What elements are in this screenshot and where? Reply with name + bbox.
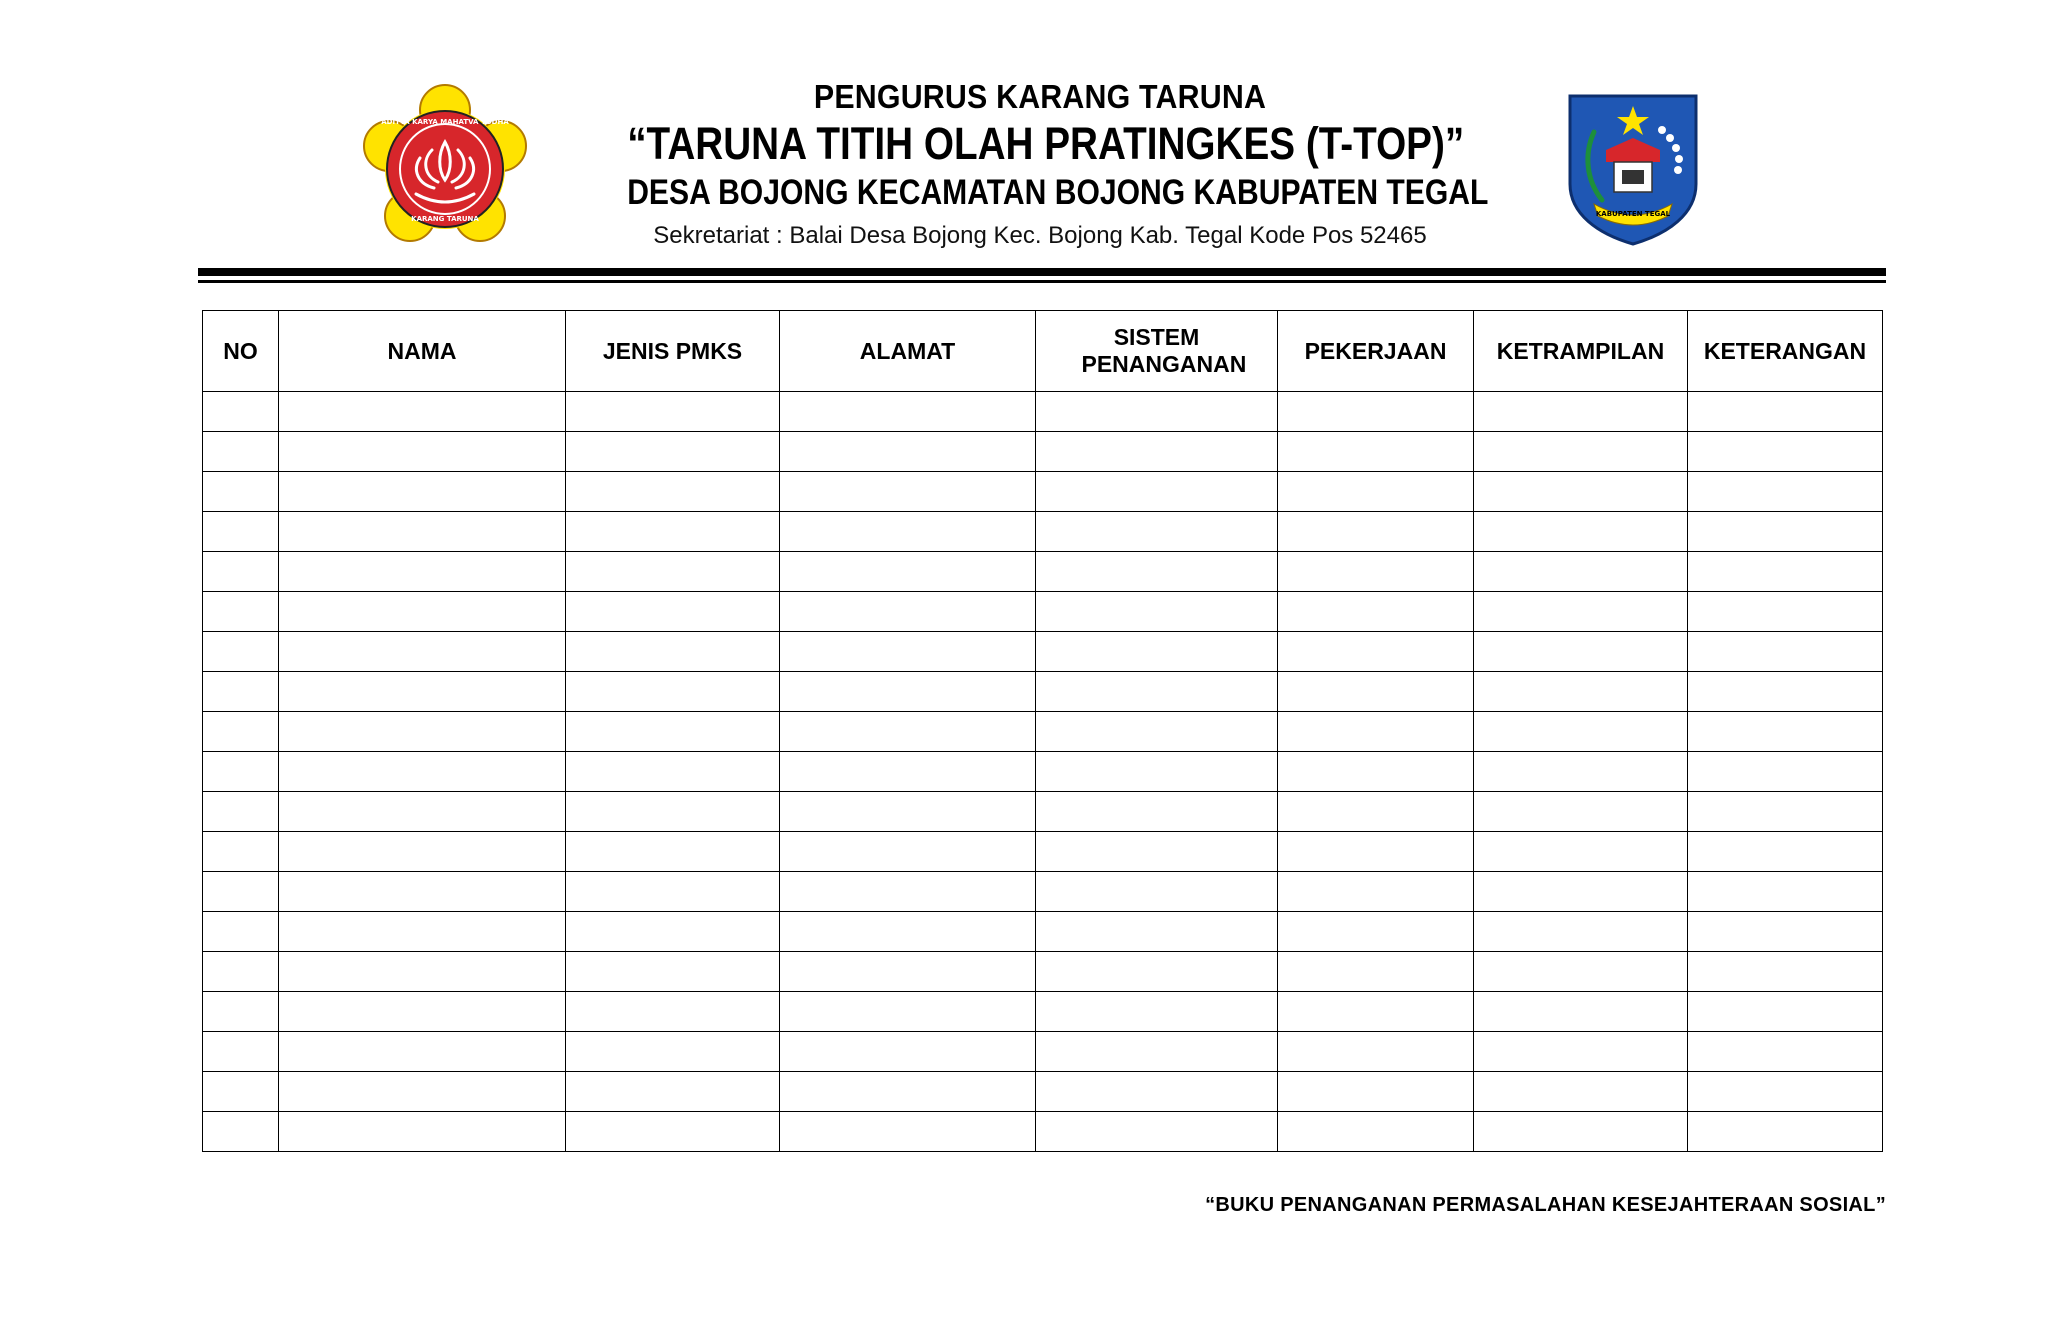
table-cell: [1474, 872, 1688, 912]
svg-text:KARANG TARUNA: KARANG TARUNA: [411, 215, 479, 223]
table-cell: [1036, 632, 1278, 672]
table-cell: [1688, 752, 1883, 792]
column-header-no: NO: [203, 311, 279, 392]
table-row: [203, 592, 1883, 632]
table-cell: [279, 1032, 566, 1072]
table-cell: [279, 552, 566, 592]
table-cell: [566, 672, 780, 712]
table-cell: [1474, 952, 1688, 992]
table-cell: [780, 832, 1036, 872]
table-cell: [203, 832, 279, 872]
table-cell: [1036, 392, 1278, 432]
table-row: [203, 392, 1883, 432]
footer-note: “BUKU PENANGANAN PERMASALAHAN KESEJAHTERAAN SOSIAL”: [1205, 1194, 1886, 1216]
table-cell: [780, 632, 1036, 672]
table-cell: [279, 632, 566, 672]
table-cell: [566, 392, 780, 432]
column-header-nama: NAMA: [279, 311, 566, 392]
table-row: [203, 872, 1883, 912]
table-cell: [279, 792, 566, 832]
table-cell: [1278, 432, 1474, 472]
table-cell: [566, 752, 780, 792]
table-cell: [1278, 712, 1474, 752]
table-cell: [1688, 432, 1883, 472]
table-cell: [1474, 392, 1688, 432]
table-cell: [566, 472, 780, 512]
table-cell: [279, 712, 566, 752]
table-cell: [1036, 952, 1278, 992]
table-cell: [203, 552, 279, 592]
pmks-table: [202, 310, 1883, 1152]
table-cell: [203, 392, 279, 432]
table-cell: [203, 952, 279, 992]
table-cell: [1688, 472, 1883, 512]
table-cell: [566, 552, 780, 592]
table-cell: [1474, 792, 1688, 832]
table-cell: [1688, 672, 1883, 712]
table-cell: [566, 632, 780, 672]
table-cell: [1278, 392, 1474, 432]
table-cell: [279, 432, 566, 472]
table-cell: [1278, 552, 1474, 592]
table-cell: [1474, 672, 1688, 712]
header-rule-thin: [198, 280, 1886, 283]
table-cell: [1474, 512, 1688, 552]
kabupaten-tegal-crest-icon: [1566, 92, 1700, 246]
table-body: [203, 392, 1883, 1152]
table-cell: [1688, 1112, 1883, 1152]
org-address: Sekretariat : Balai Desa Bojong Kec. Bojong Kab. Tegal Kode Pos 52465: [653, 222, 1427, 249]
table-cell: [1036, 552, 1278, 592]
table-cell: [780, 992, 1036, 1032]
table-cell: [566, 1032, 780, 1072]
table-cell: [566, 952, 780, 992]
table-cell: [1278, 592, 1474, 632]
table-cell: [279, 1072, 566, 1112]
table-cell: [1036, 592, 1278, 632]
table-cell: [203, 632, 279, 672]
table-cell: [203, 512, 279, 552]
table-cell: [1278, 1072, 1474, 1112]
table-row: [203, 832, 1883, 872]
table-cell: [1688, 1032, 1883, 1072]
table-cell: [203, 1032, 279, 1072]
org-name: “TARUNA TITIH OLAH PRATINGKES (T-TOP)”: [627, 118, 1465, 169]
table-cell: [279, 992, 566, 1032]
table-cell: [1278, 752, 1474, 792]
table-cell: [780, 592, 1036, 632]
table-cell: [203, 672, 279, 712]
table-row: [203, 752, 1883, 792]
table-cell: [1474, 1032, 1688, 1072]
column-header-pekerjaan: PEKERJAAN: [1278, 311, 1474, 392]
table-cell: [1036, 912, 1278, 952]
table-cell: [1688, 592, 1883, 632]
table-cell: [780, 672, 1036, 712]
table-row: [203, 952, 1883, 992]
table-cell: [279, 392, 566, 432]
table-cell: [203, 1112, 279, 1152]
table-cell: [1036, 872, 1278, 912]
org-location: DESA BOJONG KECAMATAN BOJONG KABUPATEN TEGAL: [627, 173, 1489, 212]
table-cell: [1688, 792, 1883, 832]
table-cell: [1474, 1112, 1688, 1152]
table-cell: [566, 512, 780, 552]
table-row: [203, 512, 1883, 552]
table-cell: [1036, 832, 1278, 872]
table-cell: [1688, 832, 1883, 872]
table-cell: [1474, 712, 1688, 752]
org-title: PENGURUS KARANG TARUNA: [813, 78, 1267, 115]
table-row: [203, 552, 1883, 592]
table-cell: [279, 752, 566, 792]
table-row: [203, 912, 1883, 952]
table-cell: [566, 832, 780, 872]
table-cell: [203, 992, 279, 1032]
table-cell: [1688, 872, 1883, 912]
table-row: [203, 992, 1883, 1032]
table-cell: [1278, 872, 1474, 912]
table-cell: [1036, 992, 1278, 1032]
table-cell: [1688, 632, 1883, 672]
table-cell: [279, 472, 566, 512]
table-cell: [780, 1112, 1036, 1152]
table-row: [203, 672, 1883, 712]
table-cell: [780, 952, 1036, 992]
header-rule-thick: [198, 268, 1886, 276]
table-cell: [279, 672, 566, 712]
table-row: [203, 432, 1883, 472]
table-cell: [1474, 832, 1688, 872]
table-cell: [780, 472, 1036, 512]
table-cell: [279, 952, 566, 992]
table-row: [203, 1072, 1883, 1112]
table-cell: [780, 432, 1036, 472]
table-row: [203, 712, 1883, 752]
svg-text:ADITYA KARYA MAHATVA YODHA: ADITYA KARYA MAHATVA YODHA: [381, 118, 509, 126]
table-cell: [203, 872, 279, 912]
table-row: [203, 472, 1883, 512]
column-header-sistem-penanganan: [1036, 311, 1278, 392]
table-row: [203, 1032, 1883, 1072]
table-cell: [1474, 472, 1688, 512]
table-cell: [1278, 912, 1474, 952]
table-cell: [1474, 592, 1688, 632]
table-cell: [566, 712, 780, 752]
table-cell: [1036, 672, 1278, 712]
table-cell: [1474, 632, 1688, 672]
table-cell: [203, 1072, 279, 1112]
table-cell: [1688, 552, 1883, 592]
table-cell: [1474, 992, 1688, 1032]
table-cell: [1036, 1072, 1278, 1112]
table-cell: [1278, 632, 1474, 672]
column-header-ketrampilan: KETRAMPILAN: [1474, 311, 1688, 392]
table-cell: [1688, 992, 1883, 1032]
table-cell: [203, 912, 279, 952]
table-cell: [203, 792, 279, 832]
table-cell: [1688, 712, 1883, 752]
table-cell: [1278, 512, 1474, 552]
table-cell: [566, 992, 780, 1032]
table-cell: [203, 752, 279, 792]
table-cell: [1688, 512, 1883, 552]
table-cell: [1036, 432, 1278, 472]
table-cell: [1278, 832, 1474, 872]
table-cell: [1474, 752, 1688, 792]
table-cell: [566, 432, 780, 472]
table-cell: [780, 752, 1036, 792]
table-row: [203, 792, 1883, 832]
column-header-alamat: ALAMAT: [780, 311, 1036, 392]
table-cell: [1688, 1072, 1883, 1112]
table-cell: [1688, 912, 1883, 952]
table-cell: [1036, 752, 1278, 792]
table-cell: [780, 912, 1036, 952]
column-header-jenis-pmks: JENIS PMKS: [566, 311, 780, 392]
table-cell: [566, 872, 780, 912]
table-cell: [279, 832, 566, 872]
table-cell: [780, 792, 1036, 832]
table-cell: [1036, 512, 1278, 552]
table-cell: [566, 912, 780, 952]
table-cell: [203, 592, 279, 632]
table-cell: [780, 512, 1036, 552]
table-cell: [1036, 472, 1278, 512]
table-cell: [1688, 392, 1883, 432]
table-cell: [566, 592, 780, 632]
table-cell: [1036, 1112, 1278, 1152]
table-cell: [566, 1112, 780, 1152]
table-cell: [1036, 712, 1278, 752]
column-header-sistem-penanganan-label: SISTEM PENANGANAN: [1081, 324, 1247, 377]
table-cell: [203, 712, 279, 752]
table-cell: [279, 1112, 566, 1152]
table-cell: [1474, 912, 1688, 952]
table-cell: [566, 1072, 780, 1112]
karang-taruna-logo-icon: [360, 84, 530, 254]
table-cell: [780, 712, 1036, 752]
table-row: [203, 1112, 1883, 1152]
table-cell: [1278, 1112, 1474, 1152]
table-cell: [1474, 1072, 1688, 1112]
table-header-row: [203, 311, 1883, 392]
table-cell: [203, 432, 279, 472]
table-cell: [279, 912, 566, 952]
table-cell: [780, 1072, 1036, 1112]
table-cell: [279, 592, 566, 632]
table-cell: [1278, 672, 1474, 712]
table-cell: [780, 392, 1036, 432]
table-cell: [1278, 472, 1474, 512]
column-header-keterangan: KETERANGAN: [1688, 311, 1883, 392]
table-cell: [279, 512, 566, 552]
table-cell: [1474, 552, 1688, 592]
table-cell: [1278, 992, 1474, 1032]
table-cell: [203, 472, 279, 512]
table-row: [203, 632, 1883, 672]
table-cell: [780, 1032, 1036, 1072]
svg-text:KABUPATEN TEGAL: KABUPATEN TEGAL: [1595, 210, 1671, 218]
table-cell: [1278, 792, 1474, 832]
table-cell: [780, 552, 1036, 592]
table-cell: [1036, 1032, 1278, 1072]
table-cell: [1278, 952, 1474, 992]
table-cell: [566, 792, 780, 832]
table-cell: [1688, 952, 1883, 992]
table-cell: [279, 872, 566, 912]
table-cell: [1036, 792, 1278, 832]
table-cell: [1474, 432, 1688, 472]
table-cell: [1278, 1032, 1474, 1072]
table-cell: [780, 872, 1036, 912]
